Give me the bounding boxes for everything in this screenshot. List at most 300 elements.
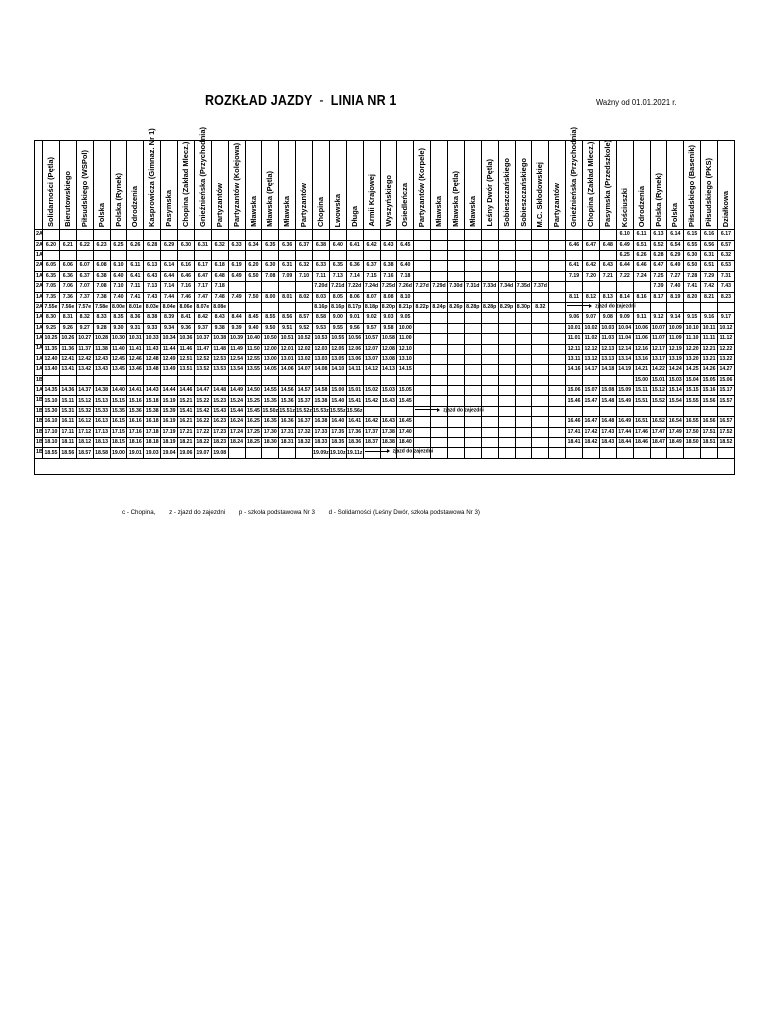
time-cell: 14.49: [228, 386, 245, 396]
arrow-line: [365, 451, 387, 452]
time-cell: [532, 427, 549, 437]
time-cell: 14.07: [296, 365, 313, 375]
stop-name: Pasymska: [164, 190, 174, 227]
time-cell: 7.25: [650, 271, 667, 281]
time-cell: [279, 375, 296, 385]
time-cell: 15.23: [211, 396, 228, 406]
validity-date: Ważny od 01.01.2021 r.: [596, 97, 677, 107]
time-cell: [515, 396, 532, 406]
time-cell: 14.18: [599, 365, 616, 375]
time-cell: [498, 386, 515, 396]
time-cell: 16.13: [93, 417, 110, 427]
time-cell: 6.44: [616, 261, 633, 271]
trip-row: [35, 292, 735, 302]
time-cell: 6.38: [380, 261, 397, 271]
time-cell: [684, 302, 701, 312]
time-cell: 14.41: [127, 386, 144, 396]
time-cell: 19.06: [178, 448, 195, 458]
time-cell: 8.17p: [346, 302, 363, 312]
time-cell: 16.11: [59, 417, 76, 427]
time-cell: 15.11: [633, 386, 650, 396]
time-cell: 18.24: [228, 438, 245, 448]
time-cell: 15.48: [599, 396, 616, 406]
time-cell: 6.44: [161, 271, 178, 281]
stop-header: [431, 141, 448, 230]
time-cell: 19.00: [110, 448, 127, 458]
time-cell: 8.16: [633, 292, 650, 302]
time-cell: 9.07: [583, 313, 600, 323]
time-cell: 9.06: [566, 313, 583, 323]
time-cell: [431, 323, 448, 333]
time-cell: [481, 365, 498, 375]
time-cell: [481, 375, 498, 385]
route-cell: 1A: [35, 354, 43, 364]
time-cell: [279, 448, 296, 458]
stop-header: [380, 141, 397, 230]
time-cell: [414, 354, 431, 364]
time-cell: 8.22p: [414, 302, 431, 312]
time-cell: [397, 250, 414, 260]
time-cell: 6.25: [110, 240, 127, 250]
time-cell: 18.32: [296, 438, 313, 448]
time-cell: 7.58e: [93, 302, 110, 312]
time-cell: [701, 448, 718, 458]
time-cell: 9.12: [650, 313, 667, 323]
time-cell: 10.12: [718, 323, 735, 333]
time-cell: 10.30: [110, 334, 127, 344]
time-cell: [481, 230, 498, 240]
time-cell: 7.42: [701, 282, 718, 292]
time-cell: 12.08: [380, 344, 397, 354]
time-cell: [481, 261, 498, 271]
time-cell: [431, 417, 448, 427]
time-cell: [178, 375, 195, 385]
time-cell: 12.51: [178, 354, 195, 364]
time-cell: 16.43: [380, 417, 397, 427]
time-cell: 9.02: [363, 313, 380, 323]
time-cell: 11.06: [633, 334, 650, 344]
time-cell: 17.12: [76, 427, 93, 437]
time-cell: 6.33: [313, 261, 330, 271]
time-cell: 8.18p: [363, 302, 380, 312]
time-cell: [583, 250, 600, 260]
time-cell: 8.24p: [431, 302, 448, 312]
time-cell: 7.37d: [532, 282, 549, 292]
time-cell: 15.13: [93, 396, 110, 406]
time-cell: 8.41: [178, 313, 195, 323]
time-cell: 12.43: [93, 354, 110, 364]
time-cell: [515, 323, 532, 333]
time-cell: 18.23: [211, 438, 228, 448]
time-cell: 17.24: [228, 427, 245, 437]
route-cell: 1B: [35, 406, 43, 416]
stop-header: [144, 128, 161, 230]
time-cell: [279, 250, 296, 260]
time-cell: [549, 261, 566, 271]
stop-name: Gnieźnieńska (Przychodnia): [569, 126, 579, 227]
time-cell: 18.50: [684, 438, 701, 448]
time-cell: [549, 448, 566, 458]
time-cell: 18.12: [76, 438, 93, 448]
legend-p: p - szkoła podstawowa Nr 3: [238, 509, 315, 516]
time-cell: [296, 448, 313, 458]
time-cell: [448, 250, 465, 260]
time-cell: 16.40: [329, 417, 346, 427]
time-cell: [380, 406, 397, 416]
time-cell: [498, 313, 515, 323]
time-cell: [245, 230, 262, 240]
time-cell: 14.38: [93, 386, 110, 396]
time-cell: 16.38: [313, 417, 330, 427]
time-cell: 11.46: [178, 344, 195, 354]
time-cell: 14.10: [329, 365, 346, 375]
time-cell: 14.19: [616, 365, 633, 375]
stop-name: Partyzantów (Kolejowa): [231, 142, 241, 227]
time-cell: [245, 375, 262, 385]
time-cell: 10.56: [346, 334, 363, 344]
time-cell: [498, 240, 515, 250]
time-cell: 14.05: [262, 365, 279, 375]
arrow-right-icon: [437, 408, 440, 412]
time-cell: [616, 282, 633, 292]
time-cell: 11.36: [59, 344, 76, 354]
time-cell: 15.22: [194, 396, 211, 406]
time-cell: [329, 250, 346, 260]
time-cell: [549, 282, 566, 292]
time-cell: 10.25: [43, 334, 60, 344]
time-cell: 9.25: [43, 323, 60, 333]
time-cell: [448, 230, 465, 240]
time-cell: 17.21: [178, 427, 195, 437]
time-cell: 18.36: [346, 438, 363, 448]
time-cell: 9.00: [329, 313, 346, 323]
time-cell: [515, 271, 532, 281]
depot-arrow: [567, 304, 636, 309]
time-cell: 16.49: [616, 417, 633, 427]
time-cell: [718, 302, 735, 312]
stop-header: [684, 141, 701, 230]
time-cell: 14.35: [43, 386, 60, 396]
time-cell: 7.41: [127, 292, 144, 302]
time-cell: 7.21d: [329, 282, 346, 292]
arrow-right-icon: [387, 449, 390, 453]
time-cell: [329, 230, 346, 240]
time-cell: 16.16: [127, 417, 144, 427]
time-cell: 18.55: [43, 448, 60, 458]
time-cell: 13.46: [127, 365, 144, 375]
time-cell: 14.21: [633, 365, 650, 375]
time-cell: [549, 334, 566, 344]
time-cell: 8.06e: [178, 302, 195, 312]
time-cell: 8.16p: [329, 302, 346, 312]
time-cell: 10.51: [279, 334, 296, 344]
time-cell: 9.30: [110, 323, 127, 333]
time-cell: 6.51: [701, 261, 718, 271]
time-cell: [599, 448, 616, 458]
time-cell: 6.46: [178, 271, 195, 281]
time-cell: 15.12: [76, 396, 93, 406]
time-cell: 13.08: [380, 354, 397, 364]
time-cell: 12.06: [346, 344, 363, 354]
time-cell: 8.23: [718, 292, 735, 302]
time-cell: 15.15: [684, 386, 701, 396]
time-cell: 12.55: [245, 354, 262, 364]
stop-header: [583, 141, 600, 230]
time-cell: 7.08: [93, 282, 110, 292]
time-cell: [549, 406, 566, 416]
time-cell: [464, 240, 481, 250]
time-cell: [414, 250, 431, 260]
route-cell: 1B: [35, 438, 43, 448]
time-cell: [481, 344, 498, 354]
time-cell: [633, 406, 650, 416]
time-cell: [448, 438, 465, 448]
time-cell: 15.01: [346, 386, 363, 396]
trip-row: [35, 261, 735, 271]
time-cell: 17.18: [144, 427, 161, 437]
time-cell: [515, 417, 532, 427]
time-cell: 13.19: [667, 354, 684, 364]
stop-name: Osiedleńcza: [400, 183, 410, 227]
time-cell: [397, 230, 414, 240]
time-cell: 6.49: [228, 271, 245, 281]
time-cell: 18.51: [701, 438, 718, 448]
time-cell: 7.10: [296, 271, 313, 281]
time-cell: 6.23: [93, 240, 110, 250]
time-cell: [431, 250, 448, 260]
stop-name: Odrodzenia: [130, 185, 140, 227]
stop-header: [549, 141, 566, 230]
time-cell: 8.43: [211, 313, 228, 323]
time-cell: [549, 230, 566, 240]
time-cell: 6.29: [667, 250, 684, 260]
time-cell: 10.38: [211, 334, 228, 344]
time-cell: [431, 230, 448, 240]
time-cell: [296, 230, 313, 240]
time-cell: 8.30: [43, 313, 60, 323]
time-cell: 10.28: [93, 334, 110, 344]
time-cell: [532, 396, 549, 406]
time-cell: 13.00: [262, 354, 279, 364]
time-cell: 14.58: [313, 386, 330, 396]
time-cell: 15.45: [245, 406, 262, 416]
time-cell: [616, 448, 633, 458]
time-cell: 6.46: [566, 240, 583, 250]
time-cell: 14.16: [566, 365, 583, 375]
stop-header: [127, 141, 144, 230]
trip-row: [35, 240, 735, 250]
time-cell: 7.22d: [346, 282, 363, 292]
time-cell: [127, 230, 144, 240]
time-cell: [431, 354, 448, 364]
time-cell: [498, 396, 515, 406]
time-cell: 7.20d: [313, 282, 330, 292]
time-cell: 9.33: [144, 323, 161, 333]
time-cell: 7.39: [650, 282, 667, 292]
time-cell: [448, 386, 465, 396]
time-cell: 14.37: [76, 386, 93, 396]
time-cell: 9.57: [363, 323, 380, 333]
time-cell: 17.22: [194, 427, 211, 437]
time-cell: 6.49: [667, 261, 684, 271]
time-cell: [532, 334, 549, 344]
stop-name: Mławska (Pętla): [265, 171, 275, 227]
time-cell: 19.01: [127, 448, 144, 458]
time-cell: [59, 230, 76, 240]
time-cell: 13.12: [583, 354, 600, 364]
time-cell: 12.02: [296, 344, 313, 354]
time-cell: 18.58: [93, 448, 110, 458]
time-cell: 7.26d: [397, 282, 414, 292]
time-cell: [279, 302, 296, 312]
time-cell: 13.22: [718, 354, 735, 364]
time-cell: 11.09: [667, 334, 684, 344]
time-cell: [498, 417, 515, 427]
time-cell: [481, 354, 498, 364]
stop-name: Mławska: [434, 196, 444, 227]
time-cell: 11.11: [701, 334, 718, 344]
time-cell: 7.24d: [363, 282, 380, 292]
time-cell: [633, 282, 650, 292]
time-cell: 9.01: [346, 313, 363, 323]
trip-row: [35, 323, 735, 333]
stop-header: [599, 141, 616, 230]
time-cell: 10.31: [127, 334, 144, 344]
stop-header: [161, 141, 178, 230]
time-cell: [448, 396, 465, 406]
time-cell: [701, 406, 718, 416]
time-cell: 14.24: [667, 365, 684, 375]
time-cell: 6.32: [296, 261, 313, 271]
time-cell: 7.55e: [43, 302, 60, 312]
time-cell: [380, 250, 397, 260]
stop-name: Partyzantów (Korpele): [417, 147, 427, 227]
time-cell: 19.07: [194, 448, 211, 458]
time-cell: 18.35: [329, 438, 346, 448]
time-cell: [549, 292, 566, 302]
time-cell: 15.41: [178, 406, 195, 416]
time-cell: [650, 302, 667, 312]
time-cell: 9.15: [684, 313, 701, 323]
time-cell: 16.56: [701, 417, 718, 427]
time-cell: 18.42: [583, 438, 600, 448]
time-cell: [414, 406, 484, 416]
time-cell: 6.35: [329, 261, 346, 271]
time-cell: 15.30: [43, 406, 60, 416]
time-cell: 16.54: [667, 417, 684, 427]
time-cell: [515, 365, 532, 375]
time-cell: 10.50: [262, 334, 279, 344]
time-cell: 8.14: [616, 292, 633, 302]
time-cell: 15.43: [380, 396, 397, 406]
stop-header: [313, 141, 330, 230]
time-cell: 10.00: [397, 323, 414, 333]
time-cell: 10.11: [701, 323, 718, 333]
time-cell: 6.13: [650, 230, 667, 240]
time-cell: 9.50: [262, 323, 279, 333]
stop-header: [228, 141, 245, 230]
time-cell: [718, 406, 735, 416]
time-cell: 15.07: [583, 386, 600, 396]
time-cell: [532, 230, 549, 240]
time-cell: 15.35: [262, 396, 279, 406]
time-cell: 8.42: [194, 313, 211, 323]
time-cell: [448, 313, 465, 323]
time-cell: 16.24: [228, 417, 245, 427]
time-cell: 15.06: [566, 386, 583, 396]
route-cell: 1A: [35, 344, 43, 354]
time-cell: 6.57: [718, 240, 735, 250]
time-cell: 17.43: [599, 427, 616, 437]
time-cell: 15.47: [583, 396, 600, 406]
time-cell: 17.50: [684, 427, 701, 437]
time-cell: 15.16: [127, 396, 144, 406]
time-cell: 6.35: [262, 240, 279, 250]
time-cell: [498, 427, 515, 437]
time-cell: [448, 427, 465, 437]
time-cell: [380, 375, 397, 385]
time-cell: 15.09: [616, 386, 633, 396]
time-cell: [650, 448, 667, 458]
trip-row: [35, 334, 735, 344]
time-cell: [144, 250, 161, 260]
time-cell: [549, 271, 566, 281]
time-cell: [515, 427, 532, 437]
time-cell: 17.36: [346, 427, 363, 437]
time-cell: [515, 250, 532, 260]
time-cell: 15.36: [127, 406, 144, 416]
time-cell: [464, 344, 481, 354]
time-cell: 7.14: [161, 282, 178, 292]
time-cell: 6.55: [684, 240, 701, 250]
time-cell: 6.37: [76, 271, 93, 281]
time-cell: 12.46: [127, 354, 144, 364]
route-cell: 1A: [35, 250, 43, 260]
time-cell: [566, 250, 583, 260]
route-cell: 1B: [35, 396, 43, 406]
time-cell: 6.46: [633, 261, 650, 271]
stop-name: Bierutowskiego: [62, 171, 72, 227]
time-cell: [532, 271, 549, 281]
time-cell: 15.32: [76, 406, 93, 416]
time-cell: [532, 323, 549, 333]
time-cell: 8.39: [161, 313, 178, 323]
time-cell: 10.03: [599, 323, 616, 333]
time-cell: 6.32: [211, 240, 228, 250]
time-cell: 8.21p: [397, 302, 414, 312]
route-cell: 1A: [35, 334, 43, 344]
time-cell: [532, 365, 549, 375]
time-cell: 6.05: [43, 261, 60, 271]
time-cell: 17.31: [279, 427, 296, 437]
time-cell: [532, 344, 549, 354]
time-cell: [549, 240, 566, 250]
time-cell: [414, 396, 431, 406]
time-cell: [532, 261, 549, 271]
time-cell: 17.44: [616, 427, 633, 437]
time-cell: 8.19: [667, 292, 684, 302]
time-cell: 13.16: [633, 354, 650, 364]
time-cell: 6.29: [161, 240, 178, 250]
time-cell: 8.10: [397, 292, 414, 302]
time-cell: 9.16: [701, 313, 718, 323]
time-cell: [414, 438, 431, 448]
time-cell: 10.53: [313, 334, 330, 344]
stop-name: M.C. Skłodowskiej: [535, 161, 545, 227]
time-cell: 14.11: [346, 365, 363, 375]
legend: [122, 509, 492, 516]
time-cell: [431, 292, 448, 302]
